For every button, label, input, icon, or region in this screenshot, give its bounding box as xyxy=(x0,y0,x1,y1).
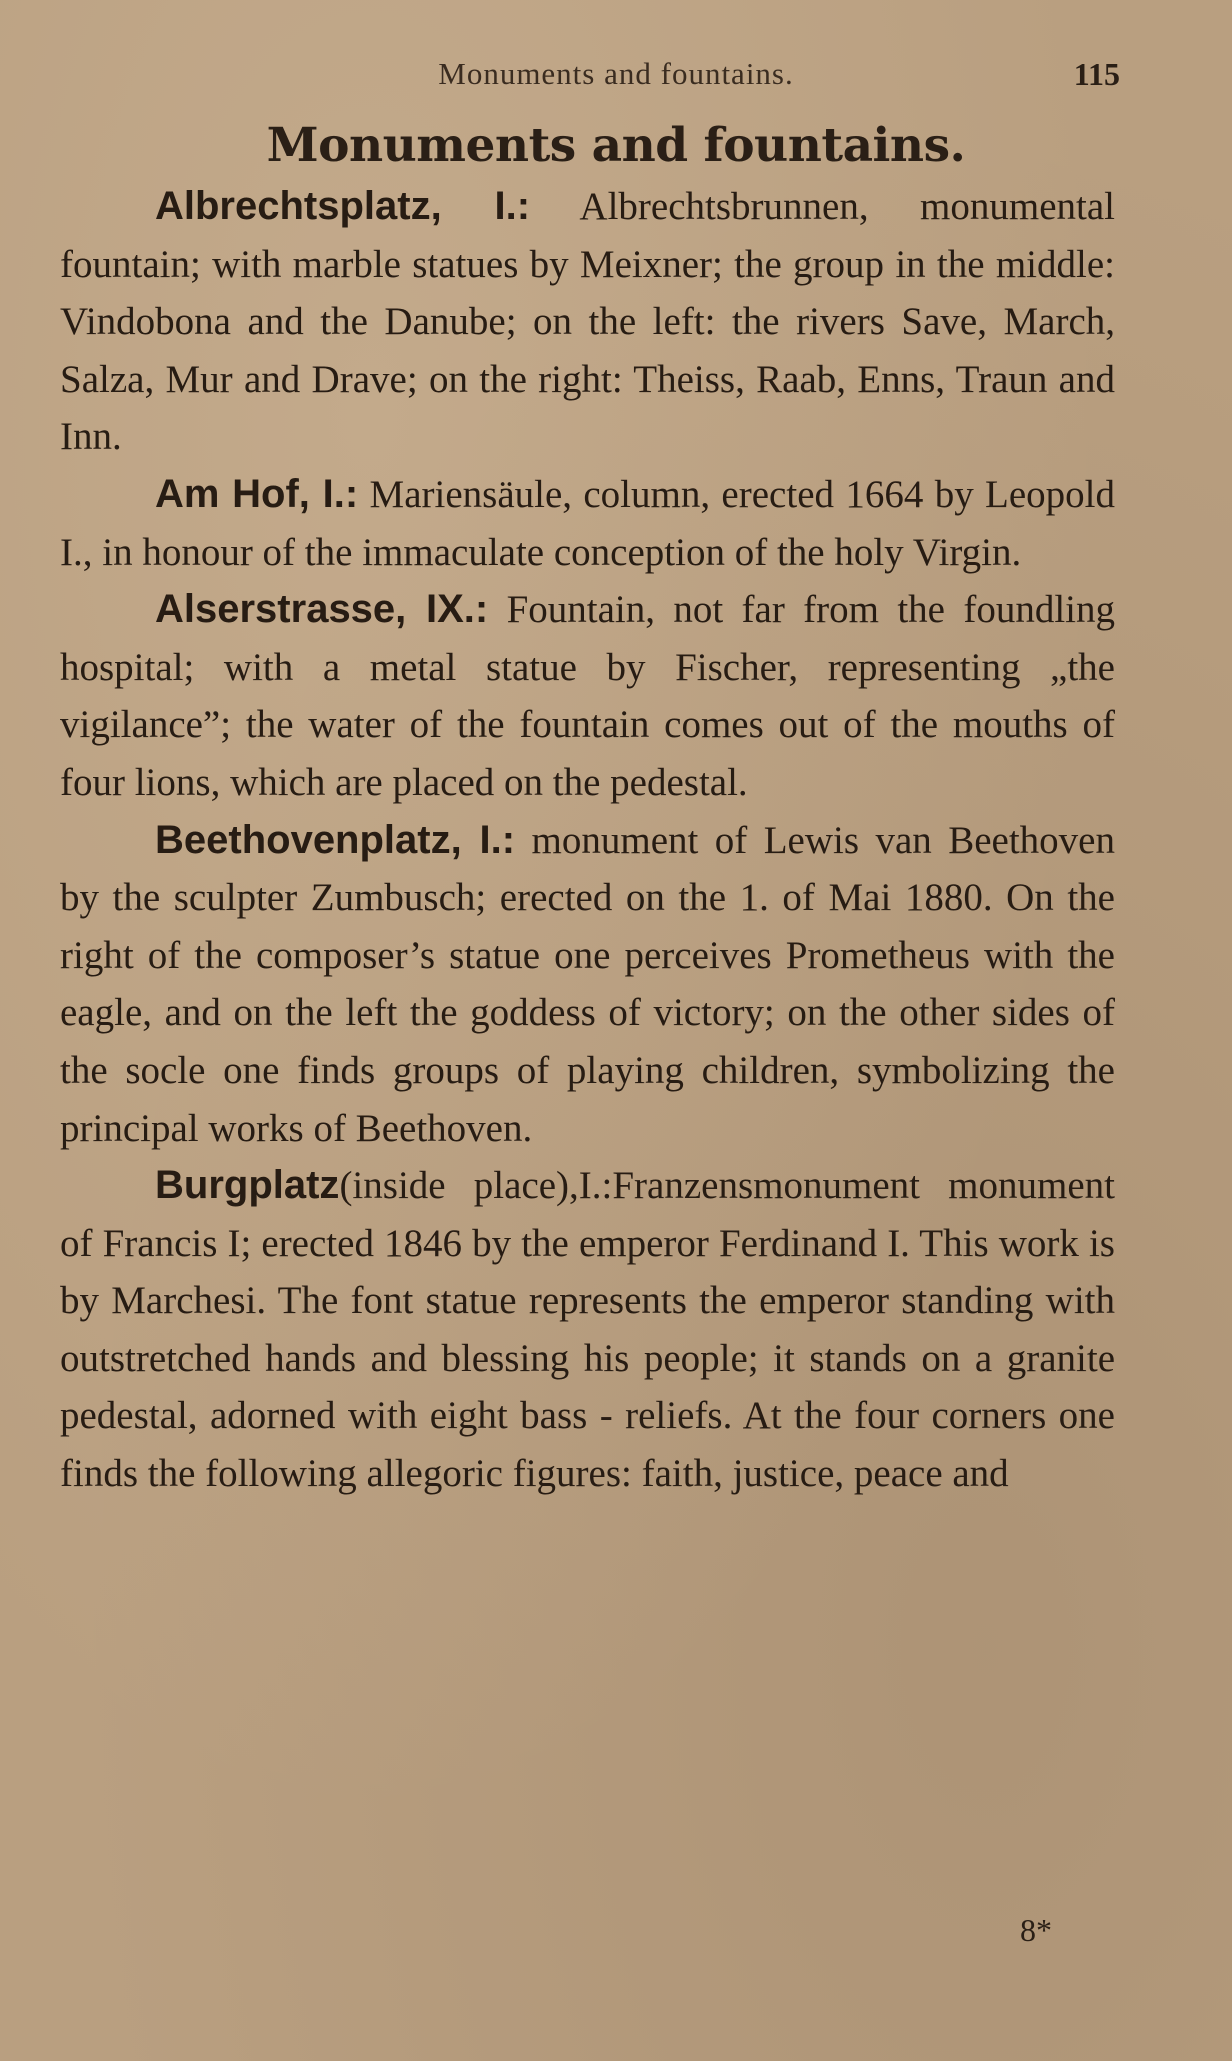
entry-text: Fountain, not far from the foundling hospital; with a metal statue by Fischer, representing „the vigilance”; the water of the fountain comes out of the mouths of four lions, which are placed on the pedestal. xyxy=(60,588,1115,804)
body-text xyxy=(60,178,1115,1503)
entry-beethovenplatz xyxy=(60,812,1115,1158)
entry-location: Beethovenplatz, I.: xyxy=(155,817,516,862)
entry-burgplatz xyxy=(60,1157,1115,1503)
entry-location: Am Hof, I.: xyxy=(155,471,359,516)
entry-text: (inside place),I.:Franzensmonument monument of Francis I; erected 1846 by the emperor Ferdinand I. This work is by Marchesi. The font statue represents the emperor standing with outstretched hands and blessing his people; it stands on a granite pedestal, adorned with eight bass - reliefs. At the four corners one finds the following allegoric figures: faith, justice, peace and xyxy=(60,1164,1115,1496)
entry-text: monument of Lewis van Beethoven by the sculpter Zumbusch; erected on the 1. of Mai 1880. On the right of the composer’s statue one perceives Prometheus with the eagle, and on the left the goddess of victory; on the other sides of the socle one finds groups of playing children, symbolizing the principal works of Beethoven. xyxy=(60,818,1115,1150)
page-number: 115 xyxy=(1073,56,1120,92)
running-title: Monuments and fountains. xyxy=(438,56,794,91)
entry-location: Burgplatz xyxy=(155,1163,340,1208)
entry-am-hof xyxy=(60,466,1115,581)
signature-mark: 8* xyxy=(1020,1912,1052,1948)
entry-alserstrasse xyxy=(60,581,1115,811)
entry-location: Alserstrasse, IX.: xyxy=(155,587,489,632)
section-heading: Monuments and fountains. xyxy=(266,118,966,173)
entry-text: Albrechtsbrunnen, monumental fountain; with marble statues by Meixner; the group in the middle: Vindobona and the Danube; on the left: the rivers Save, March, Salza, Mur and Drave; on the right: Theiss, Raab, Enns, Traun and Inn. xyxy=(60,185,1115,459)
running-head xyxy=(0,56,1232,100)
entry-text: Mariensäule, column, erected 1664 by Leopold I., in honour of the immaculate conception of the holy Virgin. xyxy=(60,472,1115,574)
entry-location: Albrechtsplatz, I.: xyxy=(155,184,531,228)
entry-albrechtsplatz xyxy=(60,178,1115,466)
